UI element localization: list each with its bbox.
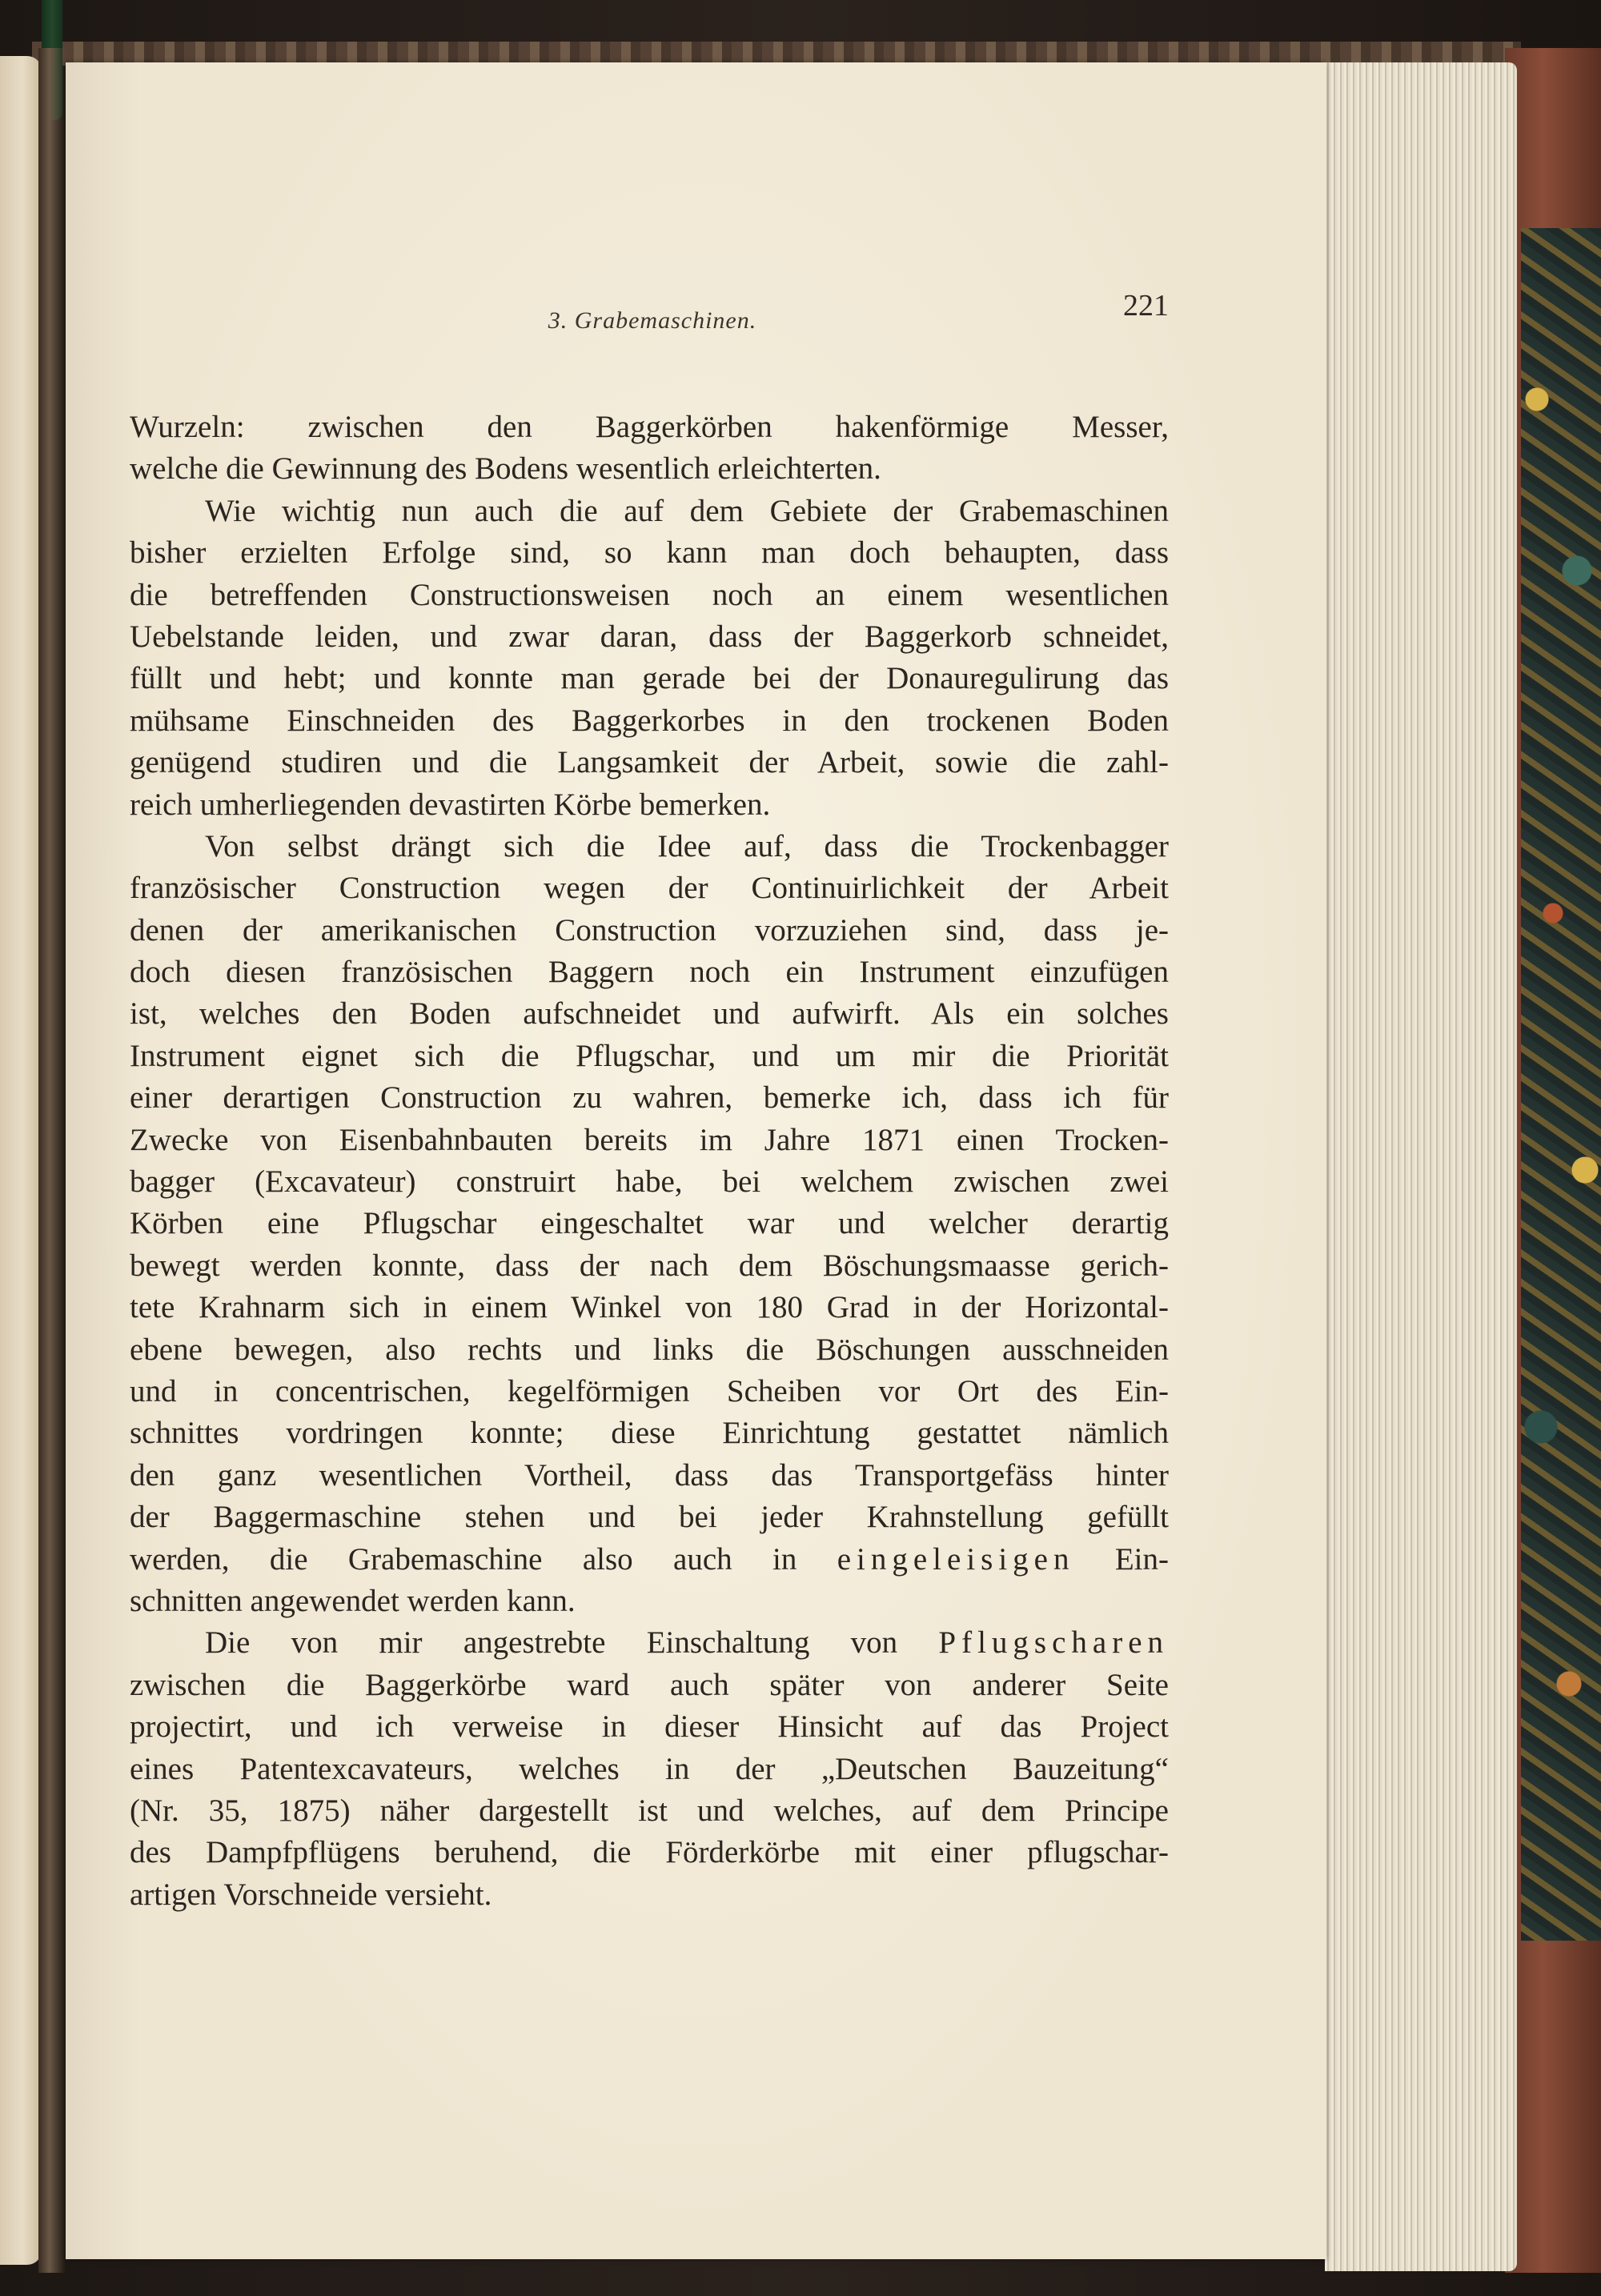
text-line: Von selbst drängt sich die Idee auf, dass die Trockenbagger [205, 828, 1169, 864]
text-line: doch diesen französischen Baggern noch ein Instrument einzufügen [130, 955, 1169, 990]
text-line: projectirt, und ich verweise in dieser Hinsicht auf das Project [130, 1709, 1169, 1745]
text-line: mühsame Einschneiden des Baggerkorbes in den trockenen Boden [130, 703, 1169, 738]
text-line: einer derartigen Construction zu wahren, bemerke ich, dass ich für [130, 1080, 1169, 1116]
emphasized-spaced-word: eingeleisigen [837, 1541, 1075, 1577]
text-segment: werden, die Grabemaschine also auch in [130, 1541, 837, 1577]
text-line: Körben eine Pflugschar eingeschaltet war und welcher derartig [130, 1206, 1169, 1241]
text-line: welche die Gewinnung des Bodens wesentlich erleichterten. [130, 451, 881, 487]
text-line: den ganz wesentlichen Vortheil, dass das Transportgefäss hinter [130, 1457, 1169, 1493]
text-line: schnittes vordringen konnte; diese Einrichtung gestattet nämlich [130, 1416, 1169, 1451]
body-text [130, 407, 1169, 1916]
left-page-edge [0, 56, 42, 2265]
text-line: Zwecke von Eisenbahnbauten bereits im Jahre 1871 einen Trocken- [130, 1122, 1169, 1157]
text-line: artigen Vorschneide versieht. [130, 1877, 492, 1912]
text-line: ist, welches den Boden aufschneidet und aufwirft. Als ein solches [130, 996, 1169, 1032]
text-line: französischer Construction wegen der Continuirlichkeit der Arbeit [130, 871, 1169, 906]
marbled-endpaper [1521, 228, 1601, 1941]
page-block-edges [1325, 62, 1517, 2271]
text-line: Instrument eignet sich die Pflugschar, und um mir die Priorität [130, 1038, 1169, 1073]
text-line: bewegt werden konnte, dass der nach dem Böschungsmaasse gerich- [130, 1248, 1169, 1283]
text-line: ebene bewegen, also rechts und links die Böschungen ausschneiden [130, 1332, 1169, 1367]
text-line: schnitten angewendet werden kann. [130, 1583, 576, 1618]
text-line-spaced [130, 1622, 1169, 1664]
text-line: des Dampfpflügens beruhend, die Förderkörbe mit einer pflugschar- [130, 1835, 1169, 1870]
text-line: der Baggermaschine stehen und bei jeder Krahnstellung gefüllt [130, 1500, 1169, 1535]
text-line: genügend studiren und die Langsamkeit der Arbeit, sowie die zahl- [130, 745, 1169, 780]
text-line-spaced [130, 1539, 1169, 1581]
text-line: Uebelstande leiden, und zwar daran, dass der Baggerkorb schneidet, [130, 619, 1169, 654]
text-line: denen der amerikanischen Construction vorzuziehen sind, dass je- [130, 912, 1169, 948]
running-title: 3. Grabemaschinen. [548, 307, 757, 334]
page-number: 221 [1123, 289, 1169, 323]
text-line: Wurzeln: zwischen den Baggerkörben hakenförmige Messer, [130, 410, 1169, 444]
text-line: eines Patentexcavateurs, welches in der „Deutschen Bauzeitung“ [130, 1751, 1169, 1786]
text-segment: Ein- [1074, 1541, 1169, 1577]
book-page [66, 62, 1326, 2259]
text-line: reich umherliegenden devastirten Körbe bemerken. [130, 787, 771, 822]
text-line: die betreffenden Constructionsweisen noch an einem wesentlichen [130, 577, 1169, 612]
text-line: füllt und hebt; und konnte man gerade bei der Donauregulirung das [130, 661, 1169, 696]
text-line: zwischen die Baggerkörbe ward auch später von anderer Seite [130, 1667, 1169, 1702]
running-head [136, 288, 1169, 344]
text-line: tete Krahnarm sich in einem Winkel von 180 Grad in der Horizontal- [130, 1290, 1169, 1325]
text-line: (Nr. 35, 1875) näher dargestellt ist und welches, auf dem Principe [130, 1793, 1169, 1828]
gutter-shadow [38, 48, 66, 2273]
text-line: Wie wichtig nun auch die auf dem Gebiete der Grabemaschinen [205, 493, 1169, 528]
text-line: bisher erzielten Erfolge sind, so kann man doch behaupten, dass [130, 535, 1169, 571]
text-line: bagger (Excavateur) construirt habe, bei welchem zwischen zwei [130, 1164, 1169, 1200]
emphasized-spaced-word: Pflugscharen [938, 1625, 1169, 1661]
text-line: und in concentrischen, kegelförmigen Scheiben vor Ort des Ein- [130, 1373, 1169, 1408]
text-segment: Die von mir angestrebte Einschaltung von [205, 1625, 939, 1661]
